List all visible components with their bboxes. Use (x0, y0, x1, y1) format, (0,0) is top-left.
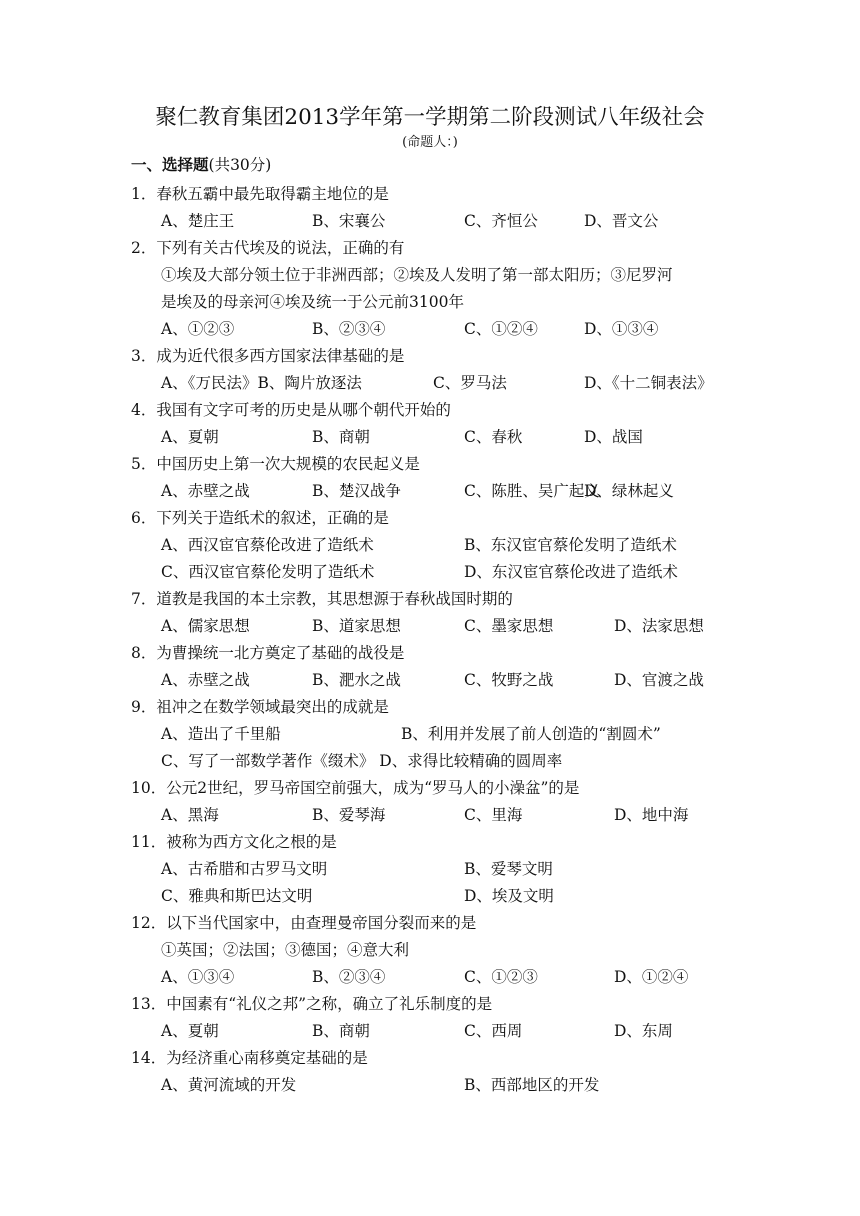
answer-option: B、爱琴文明 (464, 860, 553, 878)
option-row (131, 316, 751, 343)
question-stem: 7．道教是我国的本土宗教，其思想源于春秋战国时期的 (131, 590, 513, 608)
option-row (131, 208, 751, 235)
question-statement: ①埃及大部分领土位于非洲西部；②埃及人发明了第一部太阳历；③尼罗河 (161, 266, 673, 284)
author-line: (命题人：) (402, 135, 458, 150)
answer-option: B、西部地区的开发 (464, 1076, 600, 1094)
answer-option: B、商朝 (312, 428, 370, 446)
question-item (131, 181, 751, 235)
option-row (131, 721, 751, 748)
question-stem: 8．为曹操统一北方奠定了基础的战役是 (131, 644, 405, 662)
answer-option: C、齐恒公 (464, 212, 538, 230)
option-row (131, 424, 751, 451)
option-row (131, 370, 751, 397)
answer-option: B、楚汉战争 (312, 482, 401, 500)
answer-option: A、《万民法》B、陶片放逐法 (161, 374, 362, 392)
option-row (131, 1072, 751, 1099)
question-item (131, 694, 751, 775)
question-item (131, 775, 751, 829)
question-stem: 10．公元2世纪，罗马帝国空前强大，成为“罗马人的小澡盆”的是 (131, 779, 580, 797)
question-item (131, 451, 751, 505)
answer-option: C、西汉宦官蔡伦发明了造纸术 (161, 563, 375, 581)
question-stem: 13．中国素有“礼仪之邦”之称，确立了礼乐制度的是 (131, 995, 493, 1013)
question-stem: 6．下列关于造纸术的叙述，正确的是 (131, 509, 389, 527)
question-stem: 9．祖冲之在数学领域最突出的成就是 (131, 698, 389, 716)
question-stem: 3．成为近代很多西方国家法律基础的是 (131, 347, 405, 365)
answer-option: C、写了一部数学著作《缀术》 D、求得比较精确的圆周率 (161, 752, 563, 770)
question-item (131, 397, 751, 451)
answer-option: A、①③④ (161, 968, 235, 986)
answer-option: A、夏朝 (161, 1022, 219, 1040)
question-item (131, 586, 751, 640)
answer-option: D、《十二铜表法》 (584, 374, 713, 392)
question-stem: 11．被称为西方文化之根的是 (131, 833, 337, 851)
answer-option: A、儒家思想 (161, 617, 250, 635)
answer-option: D、绿林起义 (584, 482, 674, 500)
answer-option: B、②③④ (312, 320, 386, 338)
question-item (131, 991, 751, 1045)
question-stem: 5．中国历史上第一次大规模的农民起义是 (131, 455, 420, 473)
answer-option: A、古希腊和古罗马文明 (161, 860, 328, 878)
answer-option: D、法家思想 (614, 617, 704, 635)
option-row (131, 1018, 751, 1045)
question-stem: 2．下列有关古代埃及的说法，正确的有 (131, 239, 405, 257)
answer-option: D、①②④ (614, 968, 689, 986)
section-heading (131, 154, 271, 176)
question-statement: ①英国；②法国；③德国；④意大利 (161, 941, 410, 959)
question-item (131, 829, 751, 910)
answer-option: C、牧野之战 (464, 671, 554, 689)
option-row (131, 883, 751, 910)
answer-option: A、黄河流域的开发 (161, 1076, 297, 1094)
answer-option: A、黑海 (161, 806, 219, 824)
answer-option: D、东周 (614, 1022, 673, 1040)
answer-option: B、东汉宦官蔡伦发明了造纸术 (464, 536, 677, 554)
answer-option: D、战国 (584, 428, 643, 446)
answer-option: B、②③④ (312, 968, 386, 986)
answer-option: D、①③④ (584, 320, 659, 338)
answer-option: A、①②③ (161, 320, 235, 338)
option-row (131, 856, 751, 883)
exam-title: 聚仁教育集团2013学年第一学期第二阶段测试八年级社会 (155, 105, 705, 130)
answer-option: C、里海 (464, 806, 523, 824)
question-list (131, 181, 751, 1099)
answer-option: B、淝水之战 (312, 671, 401, 689)
answer-option: C、罗马法 (433, 374, 507, 392)
answer-option: A、夏朝 (161, 428, 219, 446)
option-row (131, 532, 751, 559)
answer-option: A、造出了千里船 (161, 725, 281, 743)
section-points: (共30分) (208, 156, 272, 174)
answer-option: B、利用并发展了前人创造的“割圆术” (401, 725, 661, 743)
answer-option: C、西周 (464, 1022, 523, 1040)
answer-option: A、西汉宦官蔡伦改进了造纸术 (161, 536, 374, 554)
answer-option: D、地中海 (614, 806, 689, 824)
option-row (131, 613, 751, 640)
answer-option: C、墨家思想 (464, 617, 554, 635)
answer-option: C、陈胜、吴广起义 (464, 482, 600, 500)
answer-option: B、宋襄公 (312, 212, 386, 230)
section-title: 一、选择题 (131, 155, 209, 174)
answer-option: D、官渡之战 (614, 671, 704, 689)
answer-option: C、①②③ (464, 968, 538, 986)
answer-option: A、赤壁之战 (161, 482, 250, 500)
option-row (131, 478, 751, 505)
option-row (131, 964, 751, 991)
option-row (131, 667, 751, 694)
question-item (131, 640, 751, 694)
option-row (131, 748, 751, 775)
question-item (131, 1045, 751, 1099)
answer-option: A、赤壁之战 (161, 671, 250, 689)
question-stem: 1．春秋五霸中最先取得霸主地位的是 (131, 185, 389, 203)
question-item (131, 235, 751, 343)
question-stem: 12．以下当代国家中，由查理曼帝国分裂而来的是 (131, 914, 477, 932)
answer-option: C、雅典和斯巴达文明 (161, 887, 313, 905)
question-item (131, 505, 751, 586)
answer-option: A、楚庄王 (161, 212, 235, 230)
answer-option: B、道家思想 (312, 617, 401, 635)
answer-option: D、东汉宦官蔡伦改进了造纸术 (464, 563, 678, 581)
answer-option: C、春秋 (464, 428, 523, 446)
option-row (131, 559, 751, 586)
answer-option: C、①②④ (464, 320, 538, 338)
question-statement: 是埃及的母亲河④埃及统一于公元前3100年 (161, 293, 464, 311)
question-stem: 14．为经济重心南移奠定基础的是 (131, 1049, 368, 1067)
answer-option: D、埃及文明 (464, 887, 554, 905)
question-stem: 4．我国有文字可考的历史是从哪个朝代开始的 (131, 401, 451, 419)
question-item (131, 910, 751, 991)
option-row (131, 802, 751, 829)
question-item (131, 343, 751, 397)
answer-option: B、商朝 (312, 1022, 370, 1040)
answer-option: B、爱琴海 (312, 806, 386, 824)
answer-option: D、晋文公 (584, 212, 659, 230)
